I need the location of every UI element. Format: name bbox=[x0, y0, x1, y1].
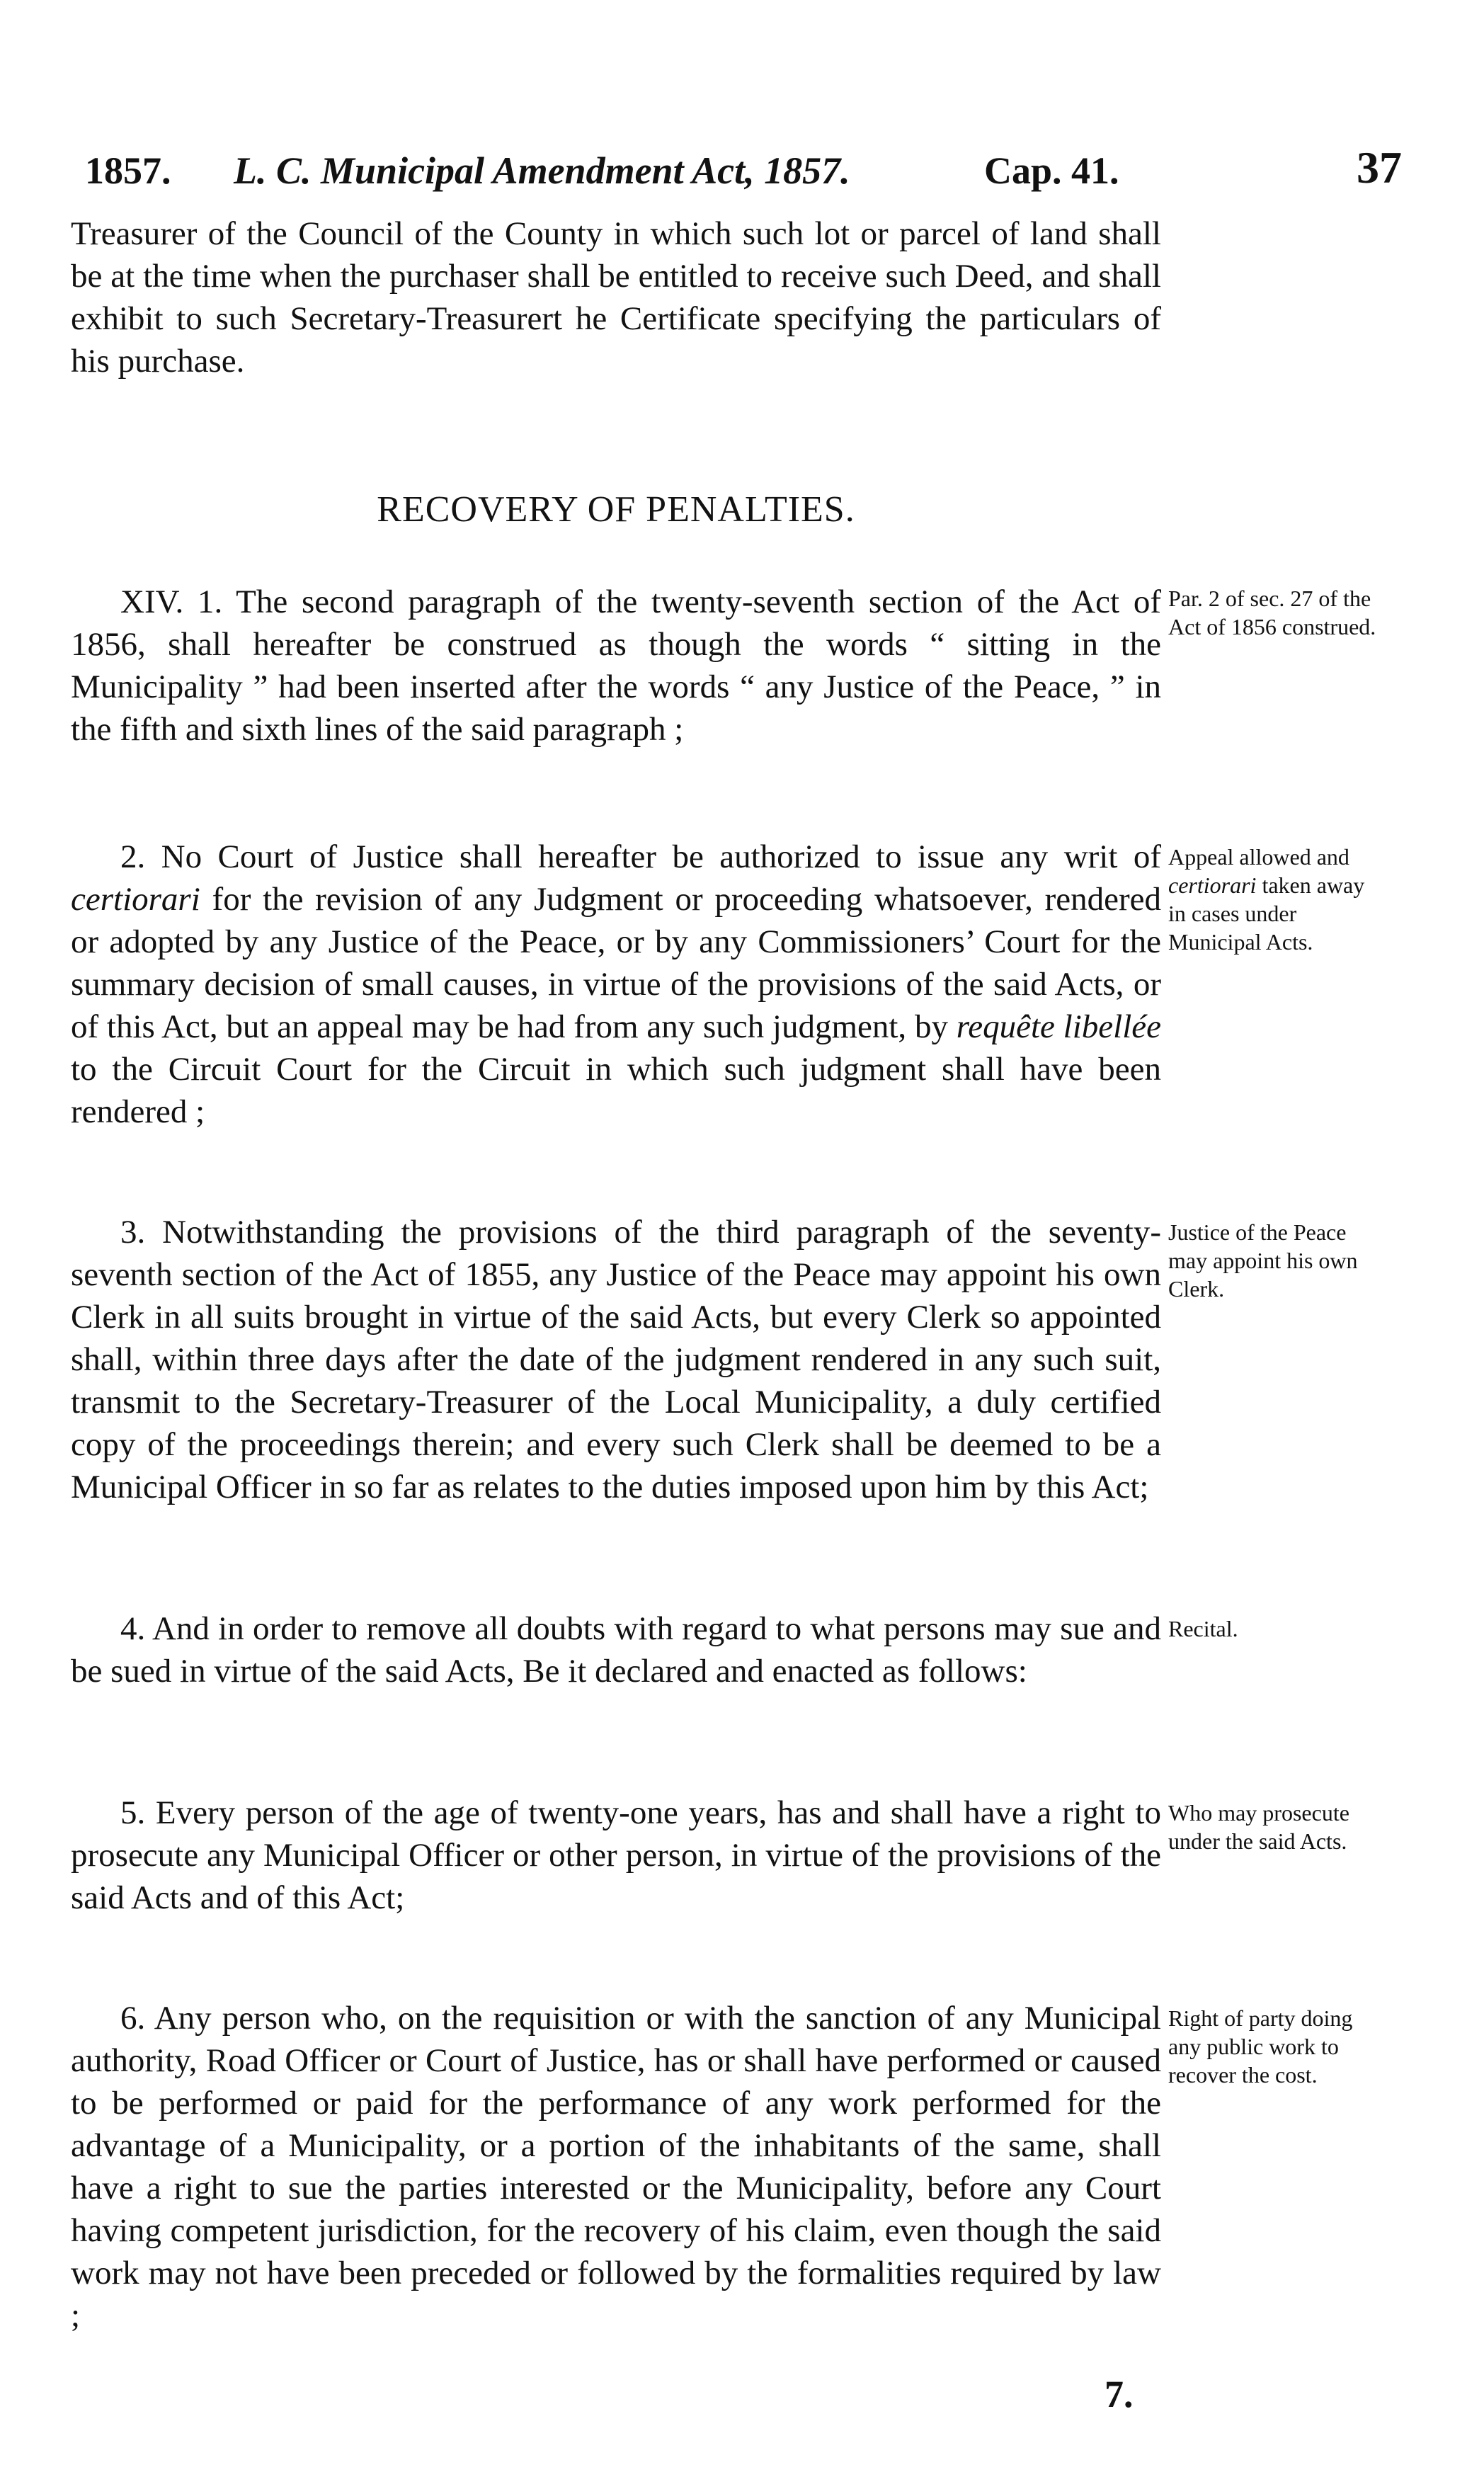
section-heading: RECOVERY OF PENALTIES. bbox=[377, 489, 855, 530]
margin-note-5: Who may prosecute under the said Acts. bbox=[1168, 1800, 1349, 1854]
page-number: 37 bbox=[1357, 142, 1402, 193]
paragraph-6 bbox=[71, 1997, 1161, 2337]
margin-note-1: Par. 2 of sec. 27 of the Act of 1856 construed. bbox=[1168, 586, 1376, 639]
paragraph-4-text: 4. And in order to remove all doubts with regard to what persons may sue and be sued in virtue of the said Acts, Be it declared and enacted as follows: bbox=[71, 1610, 1161, 1690]
margin-note-6: Right of party doing any public work to recover the cost. bbox=[1168, 2005, 1353, 2088]
paragraph-5 bbox=[71, 1792, 1161, 1919]
margin-note-4: Recital. bbox=[1168, 1616, 1238, 1641]
paragraph-5-text: 5. Every person of the age of twenty-one years, has and shall have a right to prosecute any Municipal Officer or other person, in virtue of the provisions of the said Acts and of this Act; bbox=[71, 1794, 1161, 1916]
paragraph-4 bbox=[71, 1607, 1161, 1692]
paragraph-3-text: 3. Notwithstanding the provisions of the third paragraph of the seventy-seventh section of the Act of 1855, any Justice of the Peace may appoint his own Clerk in all suits brought in virtue of the said Acts, but every Clerk so appointed shall, within three days after the date of the judgment rendered in any such suit, transmit to the Secretary-Treasurer of the Local Municipality, a duly certified copy of the proceedings therein; and every such Clerk shall be deemed to be a Municipal Officer in so far as relates to the duties imposed upon him by this Act; bbox=[71, 1214, 1161, 1505]
signature-mark: 7. bbox=[1105, 2373, 1134, 2415]
paragraph-1-text: XIV. 1. The second paragraph of the twenty-seventh section of the Act of 1856, shall hereafter be construed as though the words “ sitting in the Municipality ” had been inserted after the words “ any Justice of the Peace, ” in the fifth and sixth lines of the said paragraph ; bbox=[71, 583, 1161, 748]
running-header bbox=[85, 135, 1402, 198]
header-year: 1857. bbox=[85, 149, 171, 192]
header-title: L. C. Municipal Amendment Act, 1857. bbox=[234, 149, 850, 192]
paragraph-2: 2. No Court of Justice shall hereafter be authorized to issue any writ of certiorari for the revision of any Judgment or proceeding whatsoever, rendered or adopted by any Justice of the Peace, or by any Commissioners’ Court for the summary decision of small causes, in virtue of the provisions of the said Acts, or of this Act, but an appeal may be had from any such judgment, by requête libellée to the Circuit Court for the Circuit in which such judgment shall have been rendered ; bbox=[71, 838, 1161, 1130]
margin-note-3: Justice of the Peace may appoint his own Clerk. bbox=[1168, 1219, 1358, 1302]
term-certiorari: certiorari bbox=[71, 881, 200, 918]
term-requete-libellee: requête libellée bbox=[956, 1008, 1161, 1045]
header-chapter: Cap. 41. bbox=[984, 149, 1119, 192]
margin-note-2: Appeal allowed and certiorari taken away in cases under Municipal Acts. bbox=[1168, 844, 1365, 955]
paragraph-1 bbox=[71, 581, 1161, 751]
paragraph-6-text: 6. Any person who, on the requisition or with the sanction of any Municipal authority, Road Officer or Court of Justice, has or shall have performed or caused to be performed or paid for the performance of any work performed for the advantage of a Municipality, or a portion of the inhabitants of the same, shall have a right to sue the parties interested or the Municipality, before any Court having competent jurisdiction, for the recovery of his claim, even though the said work may not have been preceded or followed by the formalities required by law ; bbox=[71, 2000, 1161, 2334]
intro-paragraph: Treasurer of the Council of the County in which such lot or parcel of land shall be at the time when the purchaser shall be entitled to receive such Deed, and shall exhibit to such Secretary-Treasurert he Certificate specifying the particulars of his purchase. bbox=[71, 215, 1161, 380]
paragraph-3 bbox=[71, 1211, 1161, 1508]
